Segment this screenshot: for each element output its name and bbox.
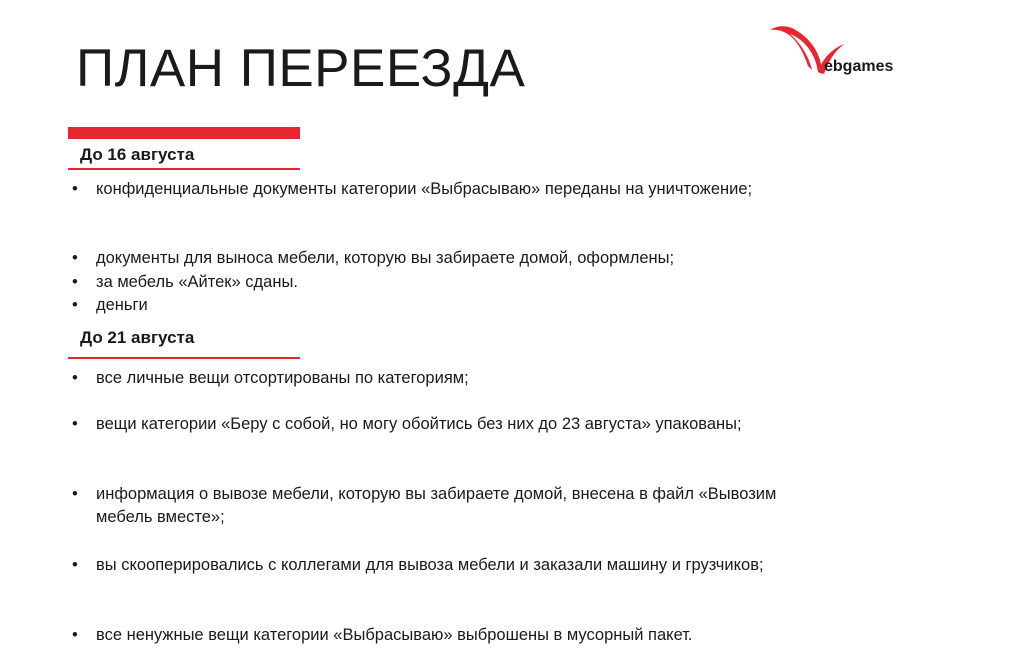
section-underline	[68, 168, 300, 170]
list-item: • за мебель «Айтек» сданы.	[72, 271, 792, 294]
bullet-icon: •	[72, 415, 78, 433]
bullet-icon: •	[72, 556, 78, 574]
logo-text: ebgames	[824, 58, 894, 75]
list-item: • все ненужные вещи категории «Выбрасываю» выброшены в мусорный пакет.	[72, 624, 832, 647]
section-underline	[68, 357, 300, 359]
list-item: • документы для выноса мебели, которую вы забираете домой, оформлены;	[72, 247, 792, 270]
bullet-icon: •	[72, 273, 78, 291]
section-heading: До 21 августа	[80, 328, 195, 347]
bullet-icon: •	[72, 626, 78, 644]
list-item: • конфиденциальные документы категории «Выбрасываю» переданы на уничтожение;	[72, 178, 792, 201]
section-heading: До 16 августа	[80, 145, 195, 164]
bullet-icon: •	[72, 485, 78, 503]
list-item: • вещи категории «Беру с собой, но могу обойтись без них до 23 августа» упакованы;	[72, 413, 832, 436]
list-item: • деньги	[72, 294, 792, 317]
list-item: • информация о вывозе мебели, которую вы забираете домой, внесена в файл «Вывозим мебель вместе»;	[72, 485, 777, 526]
slide-title: ПЛАН ПЕРЕЕЗДА	[76, 39, 526, 98]
webgames-logo	[766, 20, 916, 80]
bullet-icon: •	[72, 296, 78, 314]
bullet-icon: •	[72, 180, 78, 198]
list-item: • вы скооперировались с коллегами для вывоза мебели и заказали машину и грузчиков;	[72, 554, 832, 577]
title-accent-bar	[68, 127, 300, 139]
list-item: • все личные вещи отсортированы по категориям;	[72, 367, 832, 390]
bullet-icon: •	[72, 369, 78, 387]
bullet-icon: •	[72, 249, 78, 267]
